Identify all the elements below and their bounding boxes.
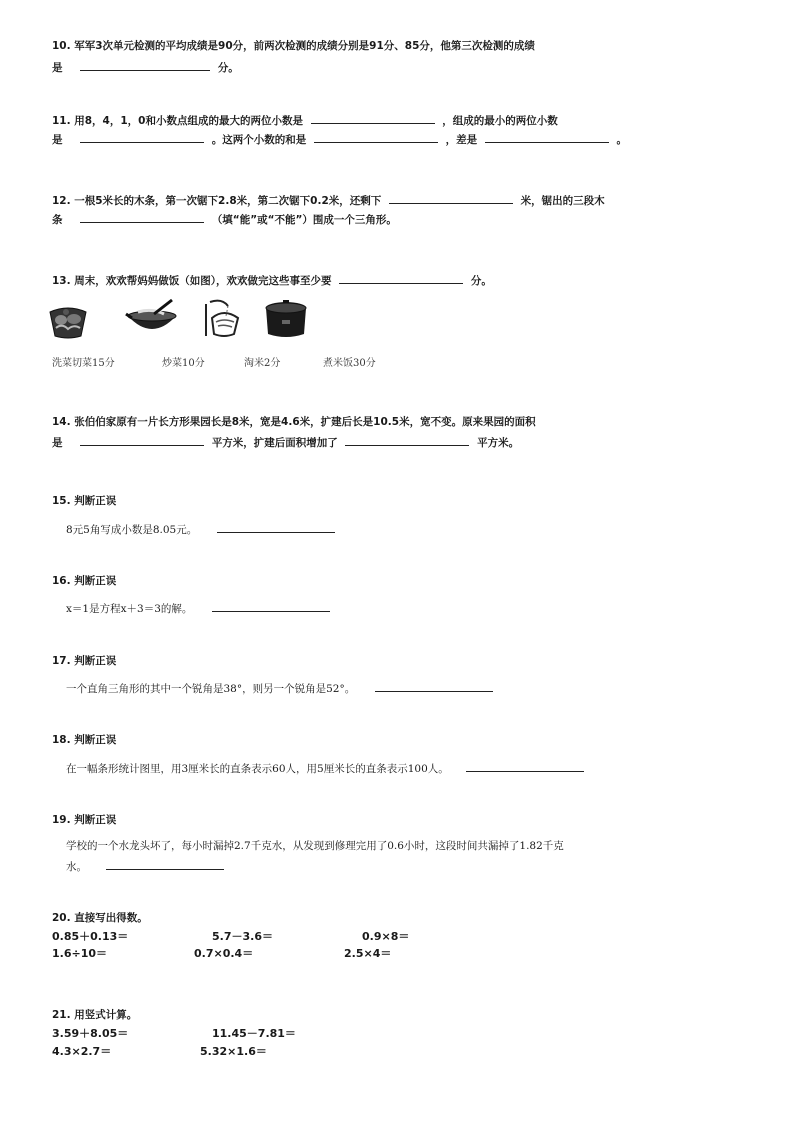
q15-body: 8元5角写成小数是8.05元。 [66, 524, 198, 536]
q14-text1: 平方米，扩建后面积增加了 [211, 437, 338, 449]
q11-sum-blank[interactable] [314, 131, 438, 143]
q20-row2 [52, 947, 391, 961]
q20-item: 1.6÷10＝ [52, 947, 108, 960]
q18-title: 18. 判断正误 [52, 734, 117, 746]
q21-item: 4.3×2.7＝ [52, 1045, 112, 1058]
q12-remain-blank[interactable] [389, 192, 513, 204]
q20-item: 0.7×0.4＝ [194, 947, 254, 960]
q18-body: 在一幅条形统计图里，用3厘米长的直条表示60人，用5厘米长的直条表示100人。 [66, 763, 449, 775]
q17-answer-blank[interactable] [375, 680, 493, 692]
q14-text2: 平方米。 [477, 437, 520, 449]
q12-text2: 米，锯出的三段木 [520, 195, 605, 207]
caption-cooking-rice: 煮米饭30分 [323, 358, 376, 369]
q19-body-line2: 水。 [66, 861, 87, 873]
q14-prefix: 是 [52, 437, 63, 449]
q11-text5: 。 [616, 134, 627, 146]
q11-text1: 11. 用8，4，1，0和小数点组成的最大的两位小数是 [52, 115, 303, 127]
q12-text1: 12. 一根5米长的木条，第一次锯下2.8米，第二次锯下0.2米，还剩下 [52, 195, 382, 207]
q20-row1 [52, 930, 409, 944]
q10-answer-blank[interactable] [80, 59, 210, 71]
caption-stir-fry: 炒菜10分 [162, 358, 205, 369]
q15-answer-blank[interactable] [217, 521, 335, 533]
q10-suffix: 分。 [217, 62, 239, 74]
q11-max-blank[interactable] [311, 112, 435, 124]
q21-title: 21. 用竖式计算。 [52, 1009, 138, 1021]
q15-title: 15. 判断正误 [52, 495, 117, 507]
caption-washing-rice: 淘米2分 [244, 358, 281, 369]
q10-line1: 10. 军军3次单元检测的平均成绩是90分，前两次检测的成绩分别是91分、85分，他第三次检测的成绩 [52, 40, 535, 52]
q14-line1: 14. 张伯伯家原有一片长方形果园长是8米，宽是4.6米，扩建后长是10.5米，宽不变。原来果园的面积 [52, 416, 536, 428]
q11-line2 [52, 131, 627, 147]
q12-triangle-blank[interactable] [80, 211, 204, 223]
q11-min-blank[interactable] [80, 131, 204, 143]
q12-line2 [52, 211, 397, 227]
q12-text3: （填“能”或“不能”）围成一个三角形。 [211, 214, 397, 226]
q16-statement [66, 600, 334, 616]
q11-text3: 。这两个小数的和是 [211, 134, 307, 146]
q17-body: 一个直角三角形的其中一个锐角是38°，则另一个锐角是52°。 [66, 683, 356, 695]
q11-line1 [52, 112, 558, 128]
q10-line2 [52, 59, 239, 75]
q15-statement [66, 521, 339, 537]
q19-title: 19. 判断正误 [52, 814, 117, 826]
q11-diff-blank[interactable] [485, 131, 609, 143]
q14-increase-blank[interactable] [345, 434, 469, 446]
q10-prefix: 是 [52, 62, 63, 74]
q11-text4: ，差是 [445, 134, 478, 146]
q13-time-blank[interactable] [339, 272, 463, 284]
q13-text2: 分。 [470, 275, 492, 287]
q13-text1: 13. 周末，欢欢帮妈妈做饭（如图），欢欢做完这些事至少要 [52, 275, 332, 287]
washing-rice-icon [202, 298, 242, 344]
q16-title: 16. 判断正误 [52, 575, 117, 587]
q19-body-line1: 学校的一个水龙头坏了，每小时漏掉2.7千克水，从发现到修理完用了0.6小时，这段时间共漏掉了1.82千克 [66, 840, 564, 852]
washing-vegetables-icon [48, 298, 88, 344]
q11-text2: ，组成的最小的两位小数 [442, 115, 558, 127]
q20-item: 0.85＋0.13＝ [52, 930, 129, 943]
q16-answer-blank[interactable] [212, 600, 330, 612]
q17-statement [66, 680, 497, 696]
q12-line1 [52, 192, 605, 208]
q18-answer-blank[interactable] [466, 760, 584, 772]
rice-cooker-icon [262, 298, 310, 344]
q19-statement-line2 [66, 858, 228, 874]
q16-body: x＝1是方程x＋3＝3的解。 [66, 603, 193, 615]
q18-statement [66, 760, 588, 776]
q14-line2 [52, 434, 519, 450]
q20-item: 0.9×8＝ [362, 930, 410, 943]
q11-prefix: 是 [52, 134, 63, 146]
q21-item: 5.32×1.6＝ [200, 1045, 267, 1058]
q13-line [52, 272, 492, 288]
stir-fry-wok-icon [124, 298, 180, 344]
q20-item: 5.7－3.6＝ [212, 930, 273, 943]
q20-item: 2.5×4＝ [344, 947, 392, 960]
q14-area-blank[interactable] [80, 434, 204, 446]
q20-title: 20. 直接写出得数。 [52, 912, 148, 924]
q17-title: 17. 判断正误 [52, 655, 117, 667]
q12-prefix: 条 [52, 214, 63, 226]
q21-row2 [52, 1045, 267, 1059]
q21-row1 [52, 1027, 296, 1041]
q21-item: 11.45－7.81＝ [212, 1027, 296, 1040]
q19-answer-blank[interactable] [106, 858, 224, 870]
caption-washing: 洗菜切菜15分 [52, 358, 115, 369]
q21-item: 3.59＋8.05＝ [52, 1027, 129, 1040]
